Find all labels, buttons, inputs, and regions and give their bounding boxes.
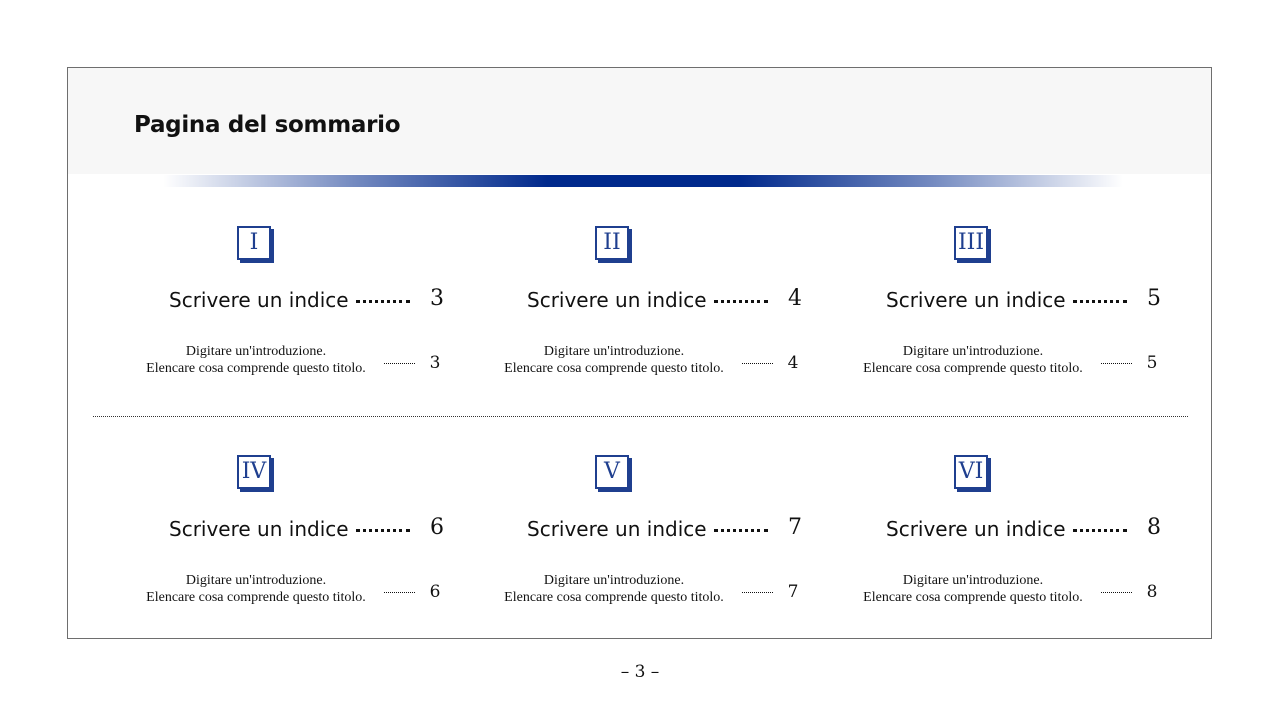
toc-section-3 [854,226,1214,396]
dot-leader [714,300,768,303]
description-line: Elencare cosa comprende questo titolo. [146,361,366,376]
description-line: Digitare un'introduzione. [185,344,327,359]
description-line: Digitare un'introduzione. [185,573,327,588]
description-page-number: 5 [1146,353,1158,373]
description-page-number: 3 [429,353,441,373]
page-title: Pagina del sommario [134,112,401,138]
description-line: Elencare cosa comprende questo titolo. [146,590,366,605]
section-numeral: IV [237,455,271,489]
section-heading: Scrivere un indice [169,288,349,312]
dot-leader [384,592,415,593]
section-numeral: II [595,226,629,260]
section-description [137,343,375,377]
dot-leader [1073,300,1127,303]
section-page-number: 8 [1147,515,1161,540]
description-page-number: 4 [787,353,799,373]
section-numeral: I [237,226,271,260]
description-line: Elencare cosa comprende questo titolo. [504,590,724,605]
section-description [854,572,1092,606]
accent-gradient-bar [163,175,1123,187]
section-description [495,343,733,377]
header-band [68,68,1211,174]
description-line: Digitare un'introduzione. [543,344,685,359]
section-description [137,572,375,606]
footer-page-number: – 3 – [620,662,660,682]
toc-section-4 [137,455,497,625]
section-numeral: V [595,455,629,489]
description-line: Digitare un'introduzione. [902,344,1044,359]
toc-section-2 [495,226,855,396]
dot-leader [1101,592,1132,593]
dot-leader [356,300,410,303]
dot-leader [742,592,773,593]
section-page-number: 6 [430,515,444,540]
section-numeral: III [954,226,988,260]
section-numeral: VI [954,455,988,489]
section-page-number: 7 [788,515,802,540]
section-page-number: 3 [430,286,444,311]
dot-leader [384,363,415,364]
section-heading: Scrivere un indice [169,517,349,541]
section-heading: Scrivere un indice [527,517,707,541]
description-page-number: 6 [429,582,441,602]
slide-frame [67,67,1212,639]
section-heading: Scrivere un indice [886,517,1066,541]
toc-section-6 [854,455,1214,625]
description-line: Digitare un'introduzione. [902,573,1044,588]
description-line: Digitare un'introduzione. [543,573,685,588]
description-line: Elencare cosa comprende questo titolo. [504,361,724,376]
description-page-number: 8 [1146,582,1158,602]
dot-leader [1101,363,1132,364]
section-heading: Scrivere un indice [527,288,707,312]
toc-section-5 [495,455,855,625]
description-line: Elencare cosa comprende questo titolo. [863,361,1083,376]
toc-section-1 [137,226,497,396]
section-page-number: 5 [1147,286,1161,311]
dot-leader [1073,529,1127,532]
section-heading: Scrivere un indice [886,288,1066,312]
section-description [495,572,733,606]
section-page-number: 4 [788,286,802,311]
description-page-number: 7 [787,582,799,602]
section-divider [93,416,1188,417]
section-description [854,343,1092,377]
dot-leader [356,529,410,532]
dot-leader [742,363,773,364]
dot-leader [714,529,768,532]
description-line: Elencare cosa comprende questo titolo. [863,590,1083,605]
